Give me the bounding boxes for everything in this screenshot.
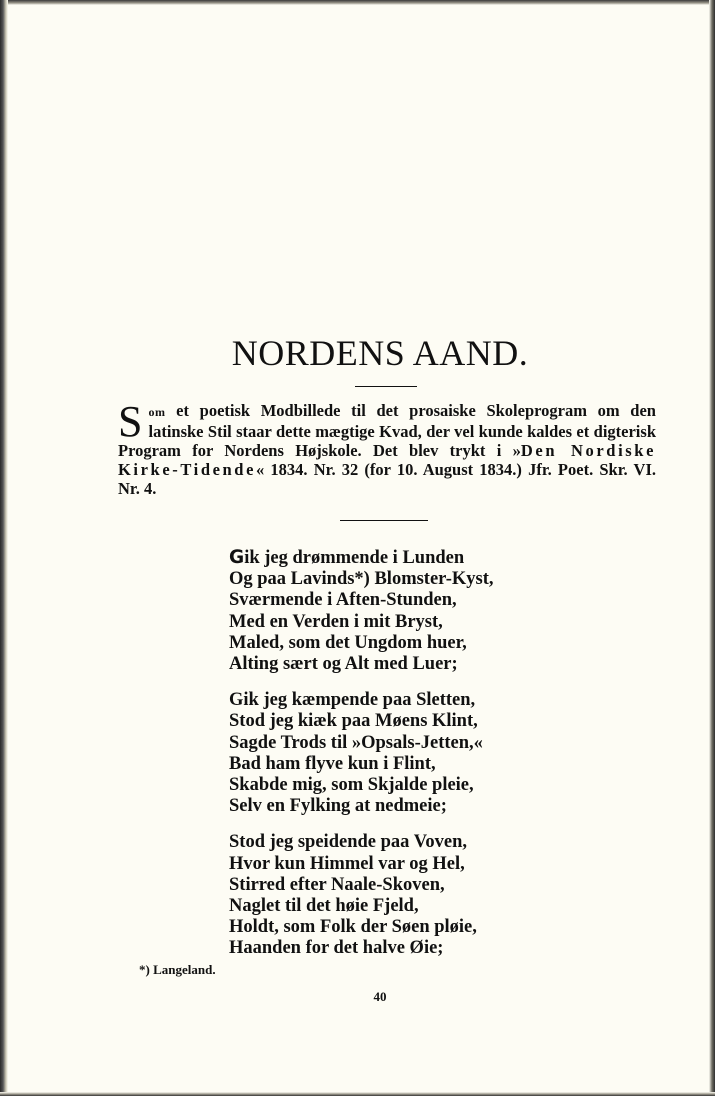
intro-smallcaps: om [148, 405, 166, 419]
poem-line: Skabde mig, som Skjalde pleie, [229, 775, 474, 796]
footnote: *) Langeland. [139, 962, 216, 977]
poem-line: Gik jeg drømmende i Lunden [229, 547, 465, 568]
poem-line: Og paa Lavinds*) Blomster-Kyst, [229, 569, 494, 590]
stanza-2 [229, 690, 494, 817]
poem-line: Selv en Fylking at nedmeie; [229, 796, 447, 817]
poem-line: Naglet til det høie Fjeld, [229, 896, 419, 917]
page-edge-left [0, 0, 8, 1096]
poem-line: Stod jeg kiæk paa Møens Klint, [229, 711, 478, 732]
drop-cap: S [118, 397, 143, 446]
intro-paragraph [118, 397, 656, 498]
intro-text-1: et poetisk Modbillede til det prosaiske Skoleprogram om den latinske Stil staar dette mægtige Kvad, der vel kunde kaldes et digterisk Program for Nordens Højskole. Det blev trykt i » [118, 401, 656, 460]
page-edge-bottom [0, 1092, 715, 1096]
page-edge-top [0, 0, 715, 5]
intro-spaced-title: Den Nordiske Kirke-Tidende [118, 441, 656, 479]
poem-line: Bad ham flyve kun i Flint, [229, 753, 436, 774]
stanza-1 [229, 547, 494, 675]
poem-line: Maled, som det Ungdom huer, [229, 632, 467, 653]
poem-line: Med en Verden i mit Bryst, [229, 611, 443, 632]
poem-line: Stod jeg speidende paa Voven, [229, 832, 467, 853]
poem-line: Gik jeg kæmpende paa Sletten, [229, 690, 476, 711]
stanza-3 [229, 832, 494, 959]
poem-line: Sagde Trods til »Opsals-Jetten,« [229, 732, 483, 753]
intro-text-2: « 1834. Nr. 32 (for 10. August 1834.) Jfr. Poet. Skr. VI. Nr. 4. [118, 460, 656, 498]
poem-line: Alting sært og Alt med Luer; [229, 654, 458, 675]
poem-line: Stirred efter Naale-Skoven, [229, 874, 445, 895]
poem-line: Sværmende i Aften-Stunden, [229, 590, 457, 611]
page-edge-right [709, 0, 715, 1096]
page-title: NORDENS AAND. [231, 333, 529, 373]
poem [229, 547, 494, 975]
title-divider [355, 386, 417, 387]
section-divider [340, 520, 428, 521]
poem-line: Holdt, som Folk der Søen pløie, [229, 917, 477, 938]
poem-line: Haanden for det halve Øie; [229, 938, 444, 959]
poem-line: Hvor kun Himmel var og Hel, [229, 853, 465, 874]
page-number: 40 [373, 989, 387, 1004]
